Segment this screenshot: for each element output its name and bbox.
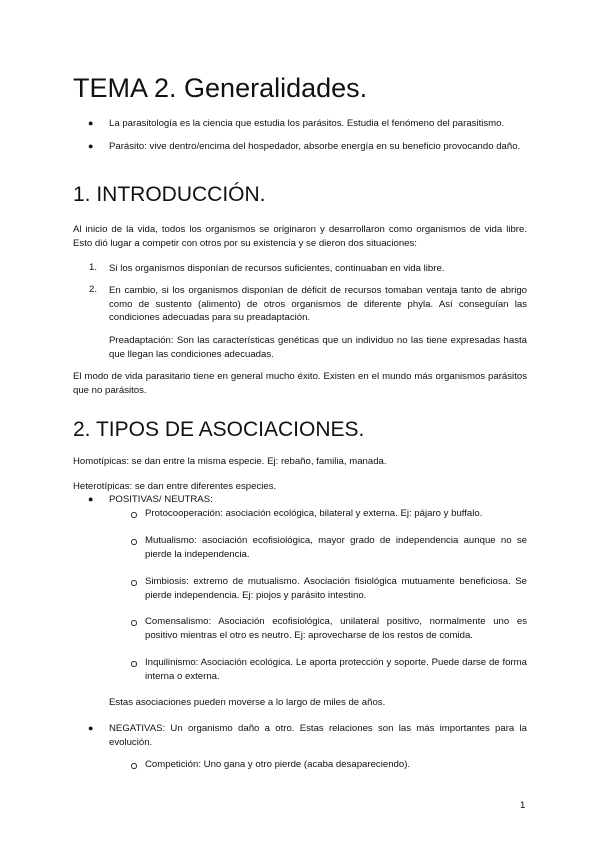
parasitic-success-paragraph: El modo de vida parasitario tiene en general mucho éxito. Existen en el mundo más organismos parásitos que no parásitos. [73,371,527,396]
list-item-2: En cambio, si los organismos disponían de déficit de recursos tomaban ventaja tanto de abrigo como de sustento (alimento) de otros organismos de diferente phyla. Así conseguían las condiciones adecuadas para su preadaptación. [109,285,527,323]
sub-item-simbiosis: Simbiosis: extremo de mutualismo. Asociación fisiológica mutuamente beneficiosa. Se pierde independencia. Ej: piojos y parásito intestino. [145,576,527,601]
sub-item-mutualismo: Mutualismo: asociación ecofisiológica, mayor grado de independencia aunque no se pierde la independencia. [145,535,527,560]
list-item-1: Si los organismos disponían de recursos suficientes, continuaban en vida libre. [109,263,445,274]
sub-bullet-circle [131,763,137,769]
preadaptacion-definition: Preadaptación: Son las características genéticas que un individuo no las tiene expresadas hasta que llegan las condiciones adecuadas. [109,335,527,360]
negativas-label: NEGATIVAS: Un organismo daño a otro. Estas relaciones son las más importantes para la evolución. [109,723,527,748]
section-heading-introduccion: 1. INTRODUCCIÓN. [73,183,266,206]
positivas-label: POSITIVAS/ NEUTRAS: [109,494,213,505]
section-heading-asociaciones: 2. TIPOS DE ASOCIACIONES. [73,418,365,441]
sub-bullet-circle [131,661,137,667]
sub-bullet-circle [131,539,137,545]
intro-bullet-2: Parásito: vive dentro/encima del hospedador, absorbe energía en su beneficio provocando daño. [109,141,521,152]
sub-bullet-circle [131,512,137,518]
bullet-dot: ● [88,723,94,733]
page-title: TEMA 2. Generalidades. [73,73,368,103]
sub-item-inquilinismo: Inquilinismo: Asociación ecológica. Le aporta protección y soporte. Puede darse de forma interna o externa. [145,657,527,682]
list-number: 1. [89,262,98,273]
sub-item-comensalismo: Comensalismo: Asociación ecofisiológica, unilateral positivo, normalmente uno es positivo mientras el otro es neutro. Ej: aprovecharse de los restos de comida. [145,616,527,641]
sub-bullet-circle [131,620,137,626]
bullet-dot: ● [88,494,94,504]
homotipicas-text: Homotípicas: se dan entre la misma especie. Ej: rebaño, familia, manada. [73,456,387,467]
page-number: 1 [520,800,526,811]
positivas-note: Estas asociaciones pueden moverse a lo largo de miles de años. [109,697,386,708]
sub-bullet-circle [131,580,137,586]
intro-bullet-1: La parasitología es la ciencia que estudia los parásitos. Estudia el fenómeno del parasitismo. [109,118,505,129]
intro-paragraph: Al inicio de la vida, todos los organismos se originaron y desarrollaron como organismos de vida libre. Esto dió lugar a competir con otros por su existencia y se dieron dos situaciones: [73,224,527,249]
bullet-dot: ● [88,141,94,151]
bullet-dot: ● [88,118,94,128]
sub-item-protocooperacion: Protocooperación: asociación ecológica, bilateral y externa. Ej: pájaro y buffalo. [145,508,483,519]
heterotipicas-text: Heterotípicas: se dan entre diferentes especies. [73,481,277,492]
list-number: 2. [89,284,98,295]
sub-item-competicion: Competición: Uno gana y otro pierde (acaba desapareciendo). [145,759,411,770]
